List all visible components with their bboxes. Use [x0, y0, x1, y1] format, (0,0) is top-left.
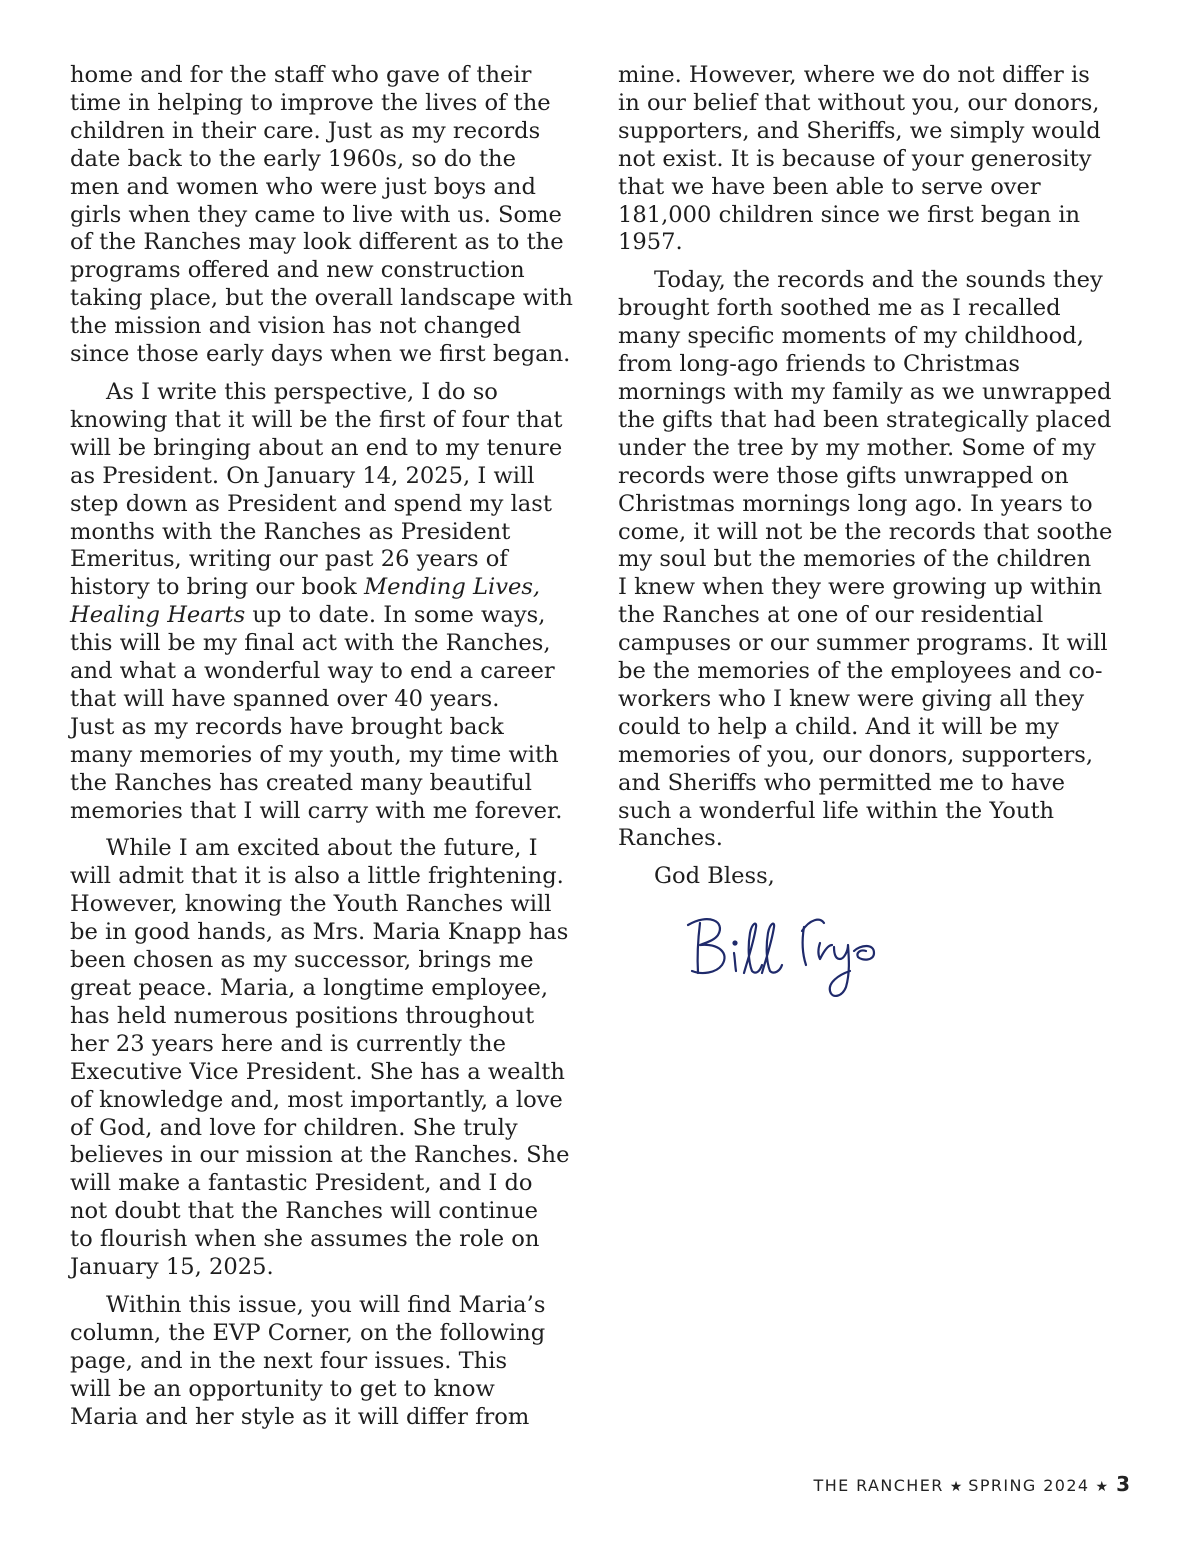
- text-line: be in good hands, as Mrs. Maria Knapp has: [70, 919, 569, 946]
- text-line: my soul but the memories of the children: [618, 546, 1092, 573]
- text-line: 1957.: [618, 229, 683, 256]
- text-line: of the Ranches may look different as to the: [70, 229, 564, 256]
- text-line: Within this issue, you will find Maria’s: [106, 1291, 546, 1318]
- text-line: not doubt that the Ranches will continue: [70, 1198, 538, 1225]
- text-line: mornings with my family as we unwrapped: [618, 378, 1112, 405]
- paragraph-4: [70, 1292, 586, 1432]
- text-line: and Sheriffs who permitted me to have: [618, 769, 1066, 796]
- text-line: come, it will not be the records that soothe: [618, 518, 1113, 545]
- text-line: will be an opportunity to get to know: [70, 1375, 495, 1402]
- text-line: Today, the records and the sounds they: [654, 267, 1103, 294]
- text-fragment: up to date. In some ways,: [245, 602, 546, 629]
- book-title: Healing Hearts: [70, 602, 246, 629]
- text-line: programs offered and new construction: [70, 257, 525, 284]
- text-line: children in their care. Just as my records: [70, 117, 541, 144]
- text-line: the Ranches at one of our residential: [618, 602, 1044, 629]
- text-line: been chosen as my successor, brings me: [70, 947, 534, 974]
- text-fragment: history to bring our book: [70, 574, 365, 601]
- text-line: Emeritus, writing our past 26 years of: [70, 546, 508, 573]
- text-line: the Ranches has created many beautiful: [70, 769, 532, 796]
- paragraph-2: [70, 379, 586, 826]
- text-line: could to help a child. And it will be my: [618, 713, 1059, 740]
- text-line: many memories of my youth, my time with: [70, 741, 559, 768]
- text-line: and what a wonderful way to end a career: [70, 658, 555, 685]
- text-line: step down as President and spend my last: [70, 490, 552, 517]
- text-line: While I am excited about the future, I: [106, 835, 538, 862]
- text-line: records were those gifts unwrapped on: [618, 462, 1069, 489]
- text-line: home and for the staff who gave of their: [70, 62, 532, 88]
- text-line: supporters, and Sheriffs, we simply would: [618, 117, 1101, 144]
- paragraph-6: [618, 267, 1138, 853]
- paragraph-3: [70, 835, 586, 1282]
- text-line: knowing that it will be the first of four that: [70, 406, 563, 433]
- text-line: the mission and vision has not changed: [70, 313, 522, 340]
- text-line: this will be my final act with the Ranches,: [70, 630, 551, 657]
- text-line: taking place, but the overall landscape with: [70, 285, 573, 312]
- page-number: 3: [1116, 1472, 1130, 1496]
- text-line: under the tree by my mother. Some of my: [618, 434, 1096, 461]
- paragraph-1: [70, 62, 586, 369]
- text-line: Maria and her style as it will differ from: [70, 1403, 530, 1430]
- text-line: date back to the early 1960s, so do the: [70, 145, 516, 172]
- text-line: from long-ago friends to Christmas: [618, 351, 1021, 378]
- text-line: great peace. Maria, a longtime employee,: [70, 975, 549, 1001]
- text-line: January 15, 2025.: [70, 1254, 274, 1281]
- text-line: in our belief that without you, our donors,: [618, 89, 1100, 116]
- text-line: of knowledge and, most importantly, a love: [70, 1086, 563, 1113]
- text-line: workers who I knew were giving all they: [618, 685, 1085, 712]
- right-column: [618, 62, 1138, 1011]
- text-line: As I write this perspective, I do so: [106, 378, 498, 405]
- text-line: [70, 574, 586, 602]
- text-line: the gifts that had been strategically placed: [618, 406, 1112, 433]
- text-line: many specific moments of my childhood,: [618, 323, 1084, 350]
- text-line: mine. However, where we do not differ is: [618, 62, 1090, 88]
- text-line: memories that I will carry with me forever.: [70, 797, 563, 824]
- text-line: will admit that it is also a little frightening.: [70, 863, 564, 890]
- text-line: to flourish when she assumes the role on: [70, 1226, 540, 1253]
- text-line: her 23 years here and is currently the: [70, 1030, 506, 1057]
- text-line: I knew when they were growing up within: [618, 574, 1103, 601]
- text-line: memories of you, our donors, supporters,: [618, 741, 1094, 768]
- text-line: time in helping to improve the lives of the: [70, 89, 551, 116]
- text-line: Ranches.: [618, 825, 723, 852]
- text-line: However, knowing the Youth Ranches will: [70, 891, 552, 918]
- text-line: that we have been able to serve over: [618, 173, 1041, 200]
- page-footer: [814, 1472, 1130, 1496]
- text-line: will make a fantastic President, and I do: [70, 1170, 533, 1197]
- text-line: Christmas mornings long ago. In years to: [618, 490, 1093, 517]
- text-line: not exist. It is because of your generosity: [618, 145, 1092, 172]
- star-icon: ★: [949, 1479, 963, 1495]
- text-line: since those early days when we first began.: [70, 341, 571, 368]
- text-line: column, the EVP Corner, on the following: [70, 1319, 546, 1346]
- publication-name: THE RANCHER: [813, 1476, 944, 1495]
- text-line: months with the Ranches as President: [70, 518, 511, 545]
- text-line: be the memories of the employees and co-: [618, 658, 1103, 685]
- text-line: [70, 602, 586, 630]
- text-line: brought forth soothed me as I recalled: [618, 295, 1061, 322]
- text-line: has held numerous positions throughout: [70, 1002, 535, 1029]
- signature-image: [678, 901, 918, 1011]
- text-line: of God, and love for children. She truly: [70, 1114, 518, 1141]
- text-line: 181,000 children since we first began in: [618, 201, 1081, 228]
- text-line: Executive Vice President. She has a wealth: [70, 1058, 565, 1085]
- text-line: campuses or our summer programs. It will: [618, 630, 1108, 657]
- issue-label: SPRING 2024: [968, 1476, 1090, 1495]
- paragraph-5: [618, 62, 1138, 257]
- text-line: men and women who were just boys and: [70, 173, 536, 200]
- left-column: [70, 62, 586, 1442]
- text-line: Just as my records have brought back: [70, 713, 504, 740]
- text-line: will be bringing about an end to my tenure: [70, 434, 563, 461]
- text-line: girls when they came to live with us. Some: [70, 201, 562, 228]
- text-line: such a wonderful life within the Youth: [618, 797, 1055, 824]
- star-icon: ★: [1095, 1479, 1109, 1495]
- text-line: believes in our mission at the Ranches. She: [70, 1142, 570, 1169]
- book-title: Mending Lives,: [364, 574, 541, 601]
- text-line: as President. On January 14, 2025, I will: [70, 462, 535, 489]
- closing-salutation: God Bless,: [654, 863, 775, 890]
- text-line: that will have spanned over 40 years.: [70, 685, 500, 712]
- text-line: page, and in the next four issues. This: [70, 1347, 508, 1374]
